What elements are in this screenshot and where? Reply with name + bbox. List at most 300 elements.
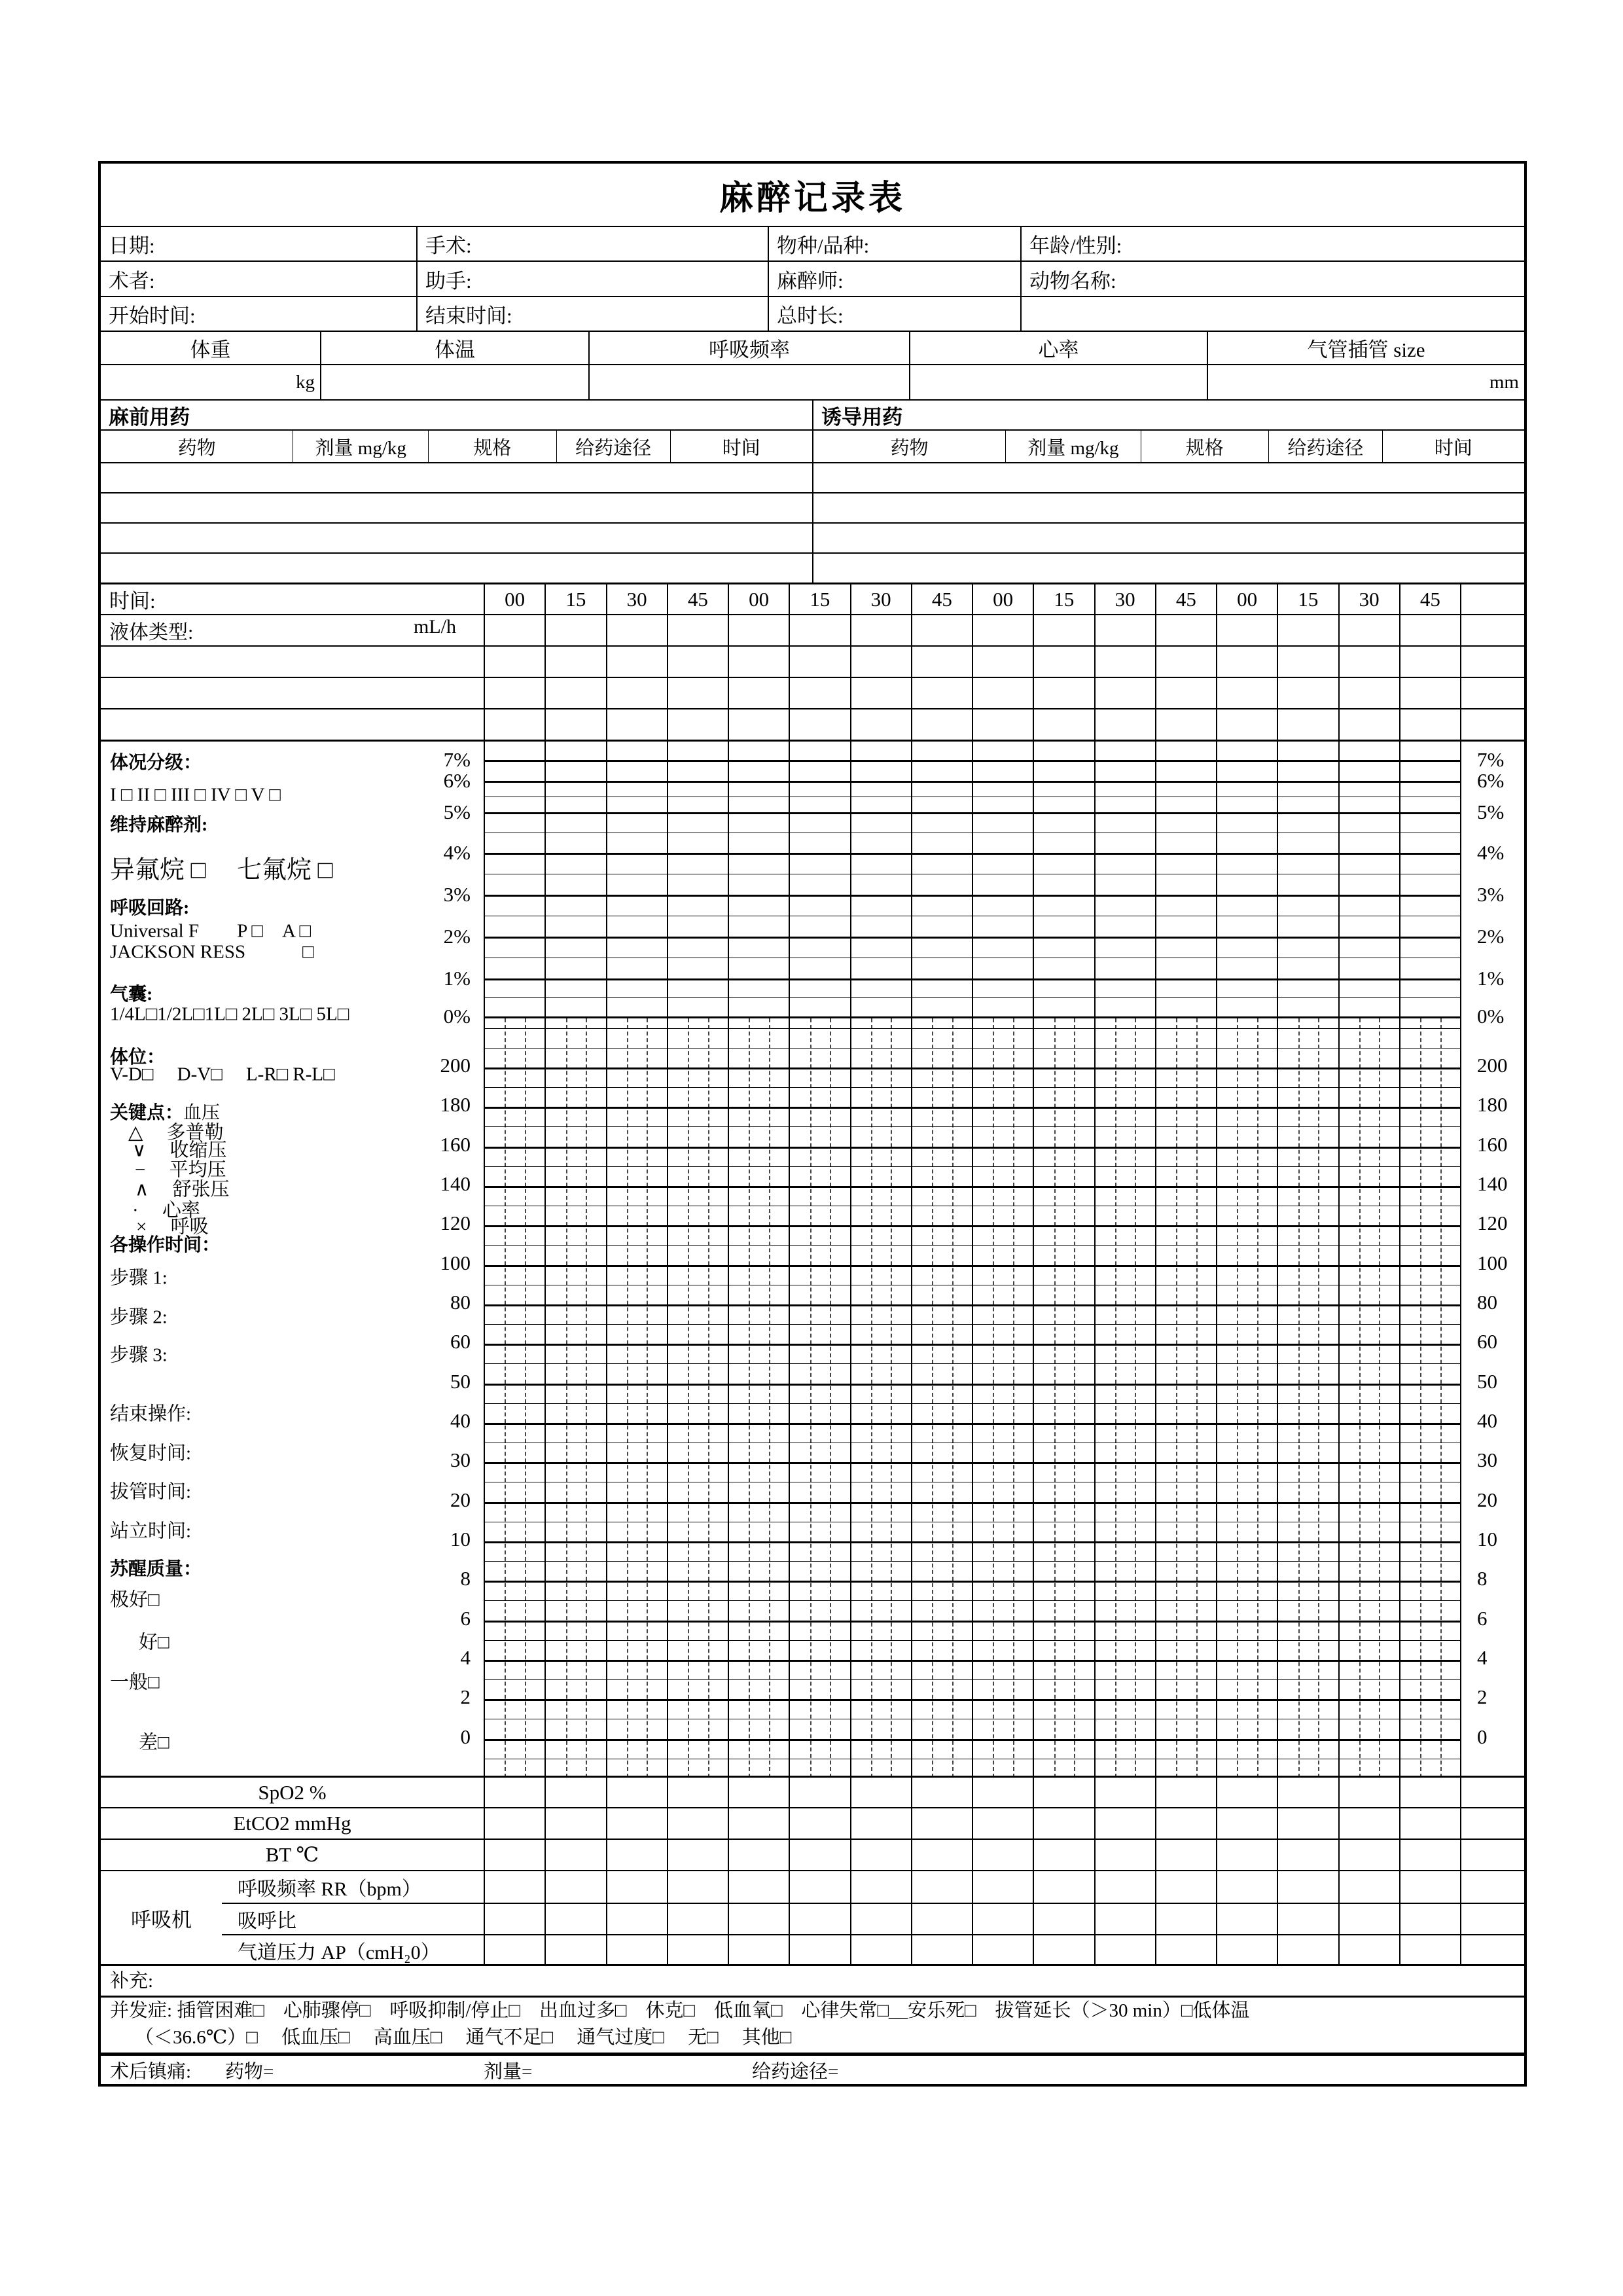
quality-poor[interactable] [139,1728,169,1755]
grid-cell[interactable] [728,1778,789,1807]
grid-cell[interactable] [1277,678,1338,708]
chart-column[interactable] [544,742,605,1016]
chart-column[interactable] [1216,1018,1277,1776]
chart-grid-area[interactable] [484,742,1460,1776]
spo2-row [101,1776,1524,1807]
grid-cell[interactable] [544,1935,605,1964]
grid-cell[interactable] [728,678,789,708]
grid-cell[interactable] [1033,647,1094,677]
weight-value-cell[interactable] [101,365,320,399]
grid-cell[interactable] [789,615,849,645]
chart-column[interactable] [1399,1018,1460,1776]
end-time-field[interactable]: 结束时间: [416,297,768,331]
grid-cell[interactable] [789,1871,849,1903]
grid-cell[interactable] [1338,647,1399,677]
grid-cell[interactable] [1277,1904,1338,1934]
grid-cell[interactable] [1399,1840,1460,1870]
grid-line-minor [485,1403,1460,1404]
grid-cell[interactable] [606,1808,667,1839]
info-empty-cell[interactable] [1020,297,1524,331]
grid-cell[interactable] [850,647,911,677]
grid-cell[interactable] [850,709,911,740]
quality-good[interactable] [139,1628,169,1655]
postop-analgesia-label: 术后镇痛: [110,2061,192,2082]
grid-cell[interactable] [850,1808,911,1839]
grid-cell[interactable] [850,615,911,645]
grid-cell[interactable] [911,1871,972,1903]
grid-cell[interactable] [972,1808,1033,1839]
grid-cell[interactable] [972,615,1033,645]
grid-line-major [485,1225,1460,1227]
date-field[interactable]: 日期: [109,234,155,257]
grid-cell[interactable] [606,1935,667,1964]
surgery-field[interactable]: 手术: [416,227,768,260]
grid-cell[interactable] [1094,1778,1155,1807]
grid-line-major [485,1265,1460,1267]
grid-cell[interactable] [1216,1904,1277,1934]
grid-cell[interactable] [972,678,1033,708]
grid-cell[interactable] [789,678,849,708]
chart-column[interactable] [1338,1018,1399,1776]
grid-cell[interactable] [606,1778,667,1807]
anesthetic-percent-grid[interactable] [485,742,1460,1016]
grid-cell[interactable] [728,1840,789,1870]
grid-cell[interactable] [485,709,544,740]
grid-cell[interactable] [1155,1840,1216,1870]
chart-column[interactable] [667,742,728,1016]
maintenance-heading-text: 维持麻醉剂: [110,815,208,835]
grid-cell[interactable] [972,1840,1033,1870]
surgeon-field[interactable]: 术者: [109,269,155,293]
chart-column[interactable] [1216,742,1277,1016]
grid-line-minor [485,1087,1460,1088]
grid-cell[interactable] [485,1840,544,1870]
time-tick-cell: 00 [972,584,1033,614]
chart-column[interactable] [606,742,667,1016]
chart-column[interactable] [485,742,544,1016]
extra-row-label-cell[interactable] [101,678,484,708]
grid-cell[interactable] [728,1904,789,1934]
grid-cell[interactable] [1155,1808,1216,1839]
grid-cell[interactable] [1338,1871,1399,1903]
grid-line-major [485,1541,1460,1543]
chart-column[interactable] [789,742,849,1016]
chart-column[interactable] [1033,742,1094,1016]
animal-name-field[interactable]: 动物名称: [1020,262,1524,296]
ventilator-airway-pressure-row [222,1934,1524,1964]
page-title: 麻醉记录表 [719,180,906,217]
grid-cell[interactable] [1033,1904,1094,1934]
grid-cell[interactable] [1155,1935,1216,1964]
grid-cell[interactable] [667,1808,728,1839]
grid-cell[interactable] [1094,1840,1155,1870]
chart-column[interactable] [1338,742,1399,1016]
grid-cell[interactable] [789,709,849,740]
chart-column[interactable] [972,1018,1033,1776]
grid-cell[interactable] [1033,615,1094,645]
ventilator-rr-row [222,1871,1524,1903]
grid-cell[interactable] [1216,1935,1277,1964]
five-min-dashed-line [1054,1018,1056,1776]
grid-line-major [485,1107,1460,1109]
grid-line-minor [485,1028,1460,1029]
ventilator-ie-ratio-row [222,1903,1524,1934]
grid-cell[interactable] [1155,1778,1216,1807]
grid-cell[interactable] [728,615,789,645]
complications-row[interactable] [101,1996,1524,2053]
premed-header: 麻前用药 [109,405,190,429]
grid-cell[interactable] [606,678,667,708]
heart-rate-header: 心率 [1038,338,1079,361]
grid-cell[interactable] [1399,1808,1460,1839]
extra-row-label-cell[interactable] [101,647,484,677]
vitals-scale-tick: 4 [460,1646,471,1669]
grid-cell[interactable] [1155,1871,1216,1903]
grid-cell[interactable] [911,678,972,708]
grid-cell[interactable] [789,1840,849,1870]
chart-column[interactable] [1033,1018,1094,1776]
grid-cell[interactable] [544,1840,605,1870]
grid-cell[interactable] [1094,709,1155,740]
temperature-value-cell[interactable] [320,365,588,399]
percent-scale-tick: 6% [1477,769,1505,792]
grid-cell[interactable] [972,1871,1033,1903]
grid-cell[interactable] [972,709,1033,740]
grid-cell[interactable] [850,1778,911,1807]
grid-cell[interactable] [544,678,605,708]
grid-cell[interactable] [850,678,911,708]
grid-line-major [485,1462,1460,1464]
grid-cell[interactable] [850,1871,911,1903]
grid-cell[interactable] [1399,615,1460,645]
end-op-label [110,1399,191,1426]
chart-column[interactable] [789,1018,849,1776]
grid-cell[interactable] [485,678,544,708]
grid-cell[interactable] [606,1871,667,1903]
quality-fair[interactable] [110,1668,160,1695]
induction-entry-cell[interactable] [812,554,1524,583]
grid-cell[interactable] [728,1935,789,1964]
five-min-dashed-line [1176,1018,1177,1776]
legend-heart-rate-text: · 心率 [132,1200,200,1221]
chart-column[interactable] [728,742,789,1016]
position-options[interactable] [110,1060,335,1086]
supplement-row[interactable] [101,1964,1524,1996]
analgesia-route-field[interactable]: 给药途径= [752,2061,839,2082]
grid-cell[interactable] [1155,615,1216,645]
grid-cell[interactable] [850,1904,911,1934]
grid-cell[interactable] [544,647,605,677]
induction-entry-cell[interactable] [812,524,1524,552]
chart-column[interactable] [1277,1018,1338,1776]
grid-cell[interactable] [667,1778,728,1807]
grid-cell[interactable] [1216,678,1277,708]
med-col-header: 药物 [177,437,216,459]
fluid-end-cell[interactable] [1460,615,1524,645]
grid-cell[interactable] [544,1904,605,1934]
grid-cell[interactable] [485,1935,544,1964]
legend-diastolic-text: ∧ 舒张压 [135,1179,230,1200]
grid-cell[interactable] [1338,1904,1399,1934]
grid-cell[interactable] [1155,678,1216,708]
grid-cell[interactable] [911,1935,972,1964]
grid-cell[interactable] [1033,678,1094,708]
maintenance-options[interactable] [110,850,332,886]
grid-cell[interactable] [1399,678,1460,708]
chart-column[interactable] [1094,1018,1155,1776]
med-col-header: 时间 [1382,431,1524,462]
grid-cell[interactable] [1216,1808,1277,1839]
vitals-trend-grid[interactable] [485,1016,1460,1776]
chart-column[interactable] [850,1018,911,1776]
grid-cell[interactable] [1094,1871,1155,1903]
grid-cell[interactable] [544,615,605,645]
chart-column[interactable] [1155,1018,1216,1776]
chart-column[interactable] [911,1018,972,1776]
grid-cell[interactable] [1033,1935,1094,1964]
grid-cell[interactable] [1277,1840,1338,1870]
time-tick-cell: 30 [1338,584,1399,614]
grid-cell[interactable] [1277,709,1338,740]
grid-line-minor [485,1048,1460,1049]
grid-cell[interactable] [1338,615,1399,645]
grid-cell[interactable] [1216,709,1277,740]
grid-cell[interactable] [667,1871,728,1903]
chart-column[interactable] [1399,742,1460,1016]
chart-left-legend-column [101,742,484,1776]
premed-entry-cell[interactable] [101,493,812,522]
grid-cell[interactable] [1338,678,1399,708]
grid-cell[interactable] [667,709,728,740]
assistant-field[interactable]: 助手: [416,262,768,296]
grid-cell[interactable] [667,615,728,645]
med-col-header: 药物 [890,437,929,459]
grid-cell[interactable] [789,1935,849,1964]
grid-cell[interactable] [789,1904,849,1934]
grid-cell[interactable] [1338,709,1399,740]
circuit-universal-f-text: Universal F P □ A □ [110,920,312,942]
grid-cell[interactable] [1399,647,1460,677]
time-tick-cell: 15 [1277,584,1338,614]
grid-cell[interactable] [1033,1778,1094,1807]
supplement-label: 补充: [110,1971,154,1992]
info-row-2 [101,260,1524,296]
grid-cell[interactable] [789,647,849,677]
grid-cell[interactable] [1216,615,1277,645]
grid-cell[interactable] [1399,709,1460,740]
grid-cell[interactable] [1277,647,1338,677]
grid-cell[interactable] [911,1808,972,1839]
grid-cell[interactable] [1277,1871,1338,1903]
chart-column[interactable] [911,742,972,1016]
grid-cell[interactable] [911,1904,972,1934]
chart-column[interactable] [667,1018,728,1776]
grid-line-major [485,1067,1460,1069]
grid-cell[interactable] [728,647,789,677]
five-min-dashed-line [993,1018,994,1776]
grid-cell[interactable] [1155,1904,1216,1934]
vitals-scale-tick: 60 [450,1330,471,1353]
grid-cell[interactable] [1399,1935,1460,1964]
grid-cell[interactable] [485,647,544,677]
grid-cell[interactable] [1399,1871,1460,1903]
grid-cell[interactable] [1399,1904,1460,1934]
quality-excellent[interactable] [110,1585,160,1612]
grid-cell[interactable] [789,1778,849,1807]
grid-cell[interactable] [1277,1808,1338,1839]
grid-cell[interactable] [606,709,667,740]
grid-cell[interactable] [1216,1778,1277,1807]
grid-cell[interactable] [1338,1808,1399,1839]
species-field[interactable]: 物种/品种: [768,227,1020,260]
grid-cell[interactable] [485,615,544,645]
five-min-dashed-line [1318,1018,1319,1776]
grid-cell[interactable] [789,1808,849,1839]
chart-column[interactable] [544,1018,605,1776]
quality-good-text: 好□ [139,1632,169,1653]
grid-cell[interactable] [1399,1778,1460,1807]
grid-cell[interactable] [1094,615,1155,645]
grid-cell[interactable] [667,1840,728,1870]
bcs-options[interactable] [110,785,281,806]
five-min-dashed-line [1379,1018,1380,1776]
grid-cell[interactable] [728,709,789,740]
grid-line-minor [485,1640,1460,1641]
vitals-scale-tick: 30 [1477,1448,1497,1471]
vitals-scale-tick: 10 [1477,1528,1497,1551]
start-time-field[interactable]: 开始时间: [109,304,196,327]
grid-cell[interactable] [485,1904,544,1934]
chart-column[interactable] [606,1018,667,1776]
complications-line-2: （＜36.6℃）□ 低血压□ 高血压□ 通气不足□ 通气过度□ 无□ 其他□ [135,2027,792,2048]
premed-entry-cell[interactable] [101,463,812,492]
anesthetist-field[interactable]: 麻醉师: [768,262,1020,296]
grid-cell[interactable] [1277,615,1338,645]
grid-cell[interactable] [911,709,972,740]
grid-cell[interactable] [850,1840,911,1870]
grid-cell[interactable] [911,615,972,645]
total-duration-field[interactable]: 总时长: [768,297,1020,331]
airbag-options[interactable] [110,1004,349,1026]
vitals-scale-tick: 8 [1477,1567,1488,1590]
time-tick-cell: 45 [1399,584,1460,614]
grid-cell[interactable] [728,1871,789,1903]
heart-rate-value-cell[interactable] [909,365,1207,399]
grid-cell[interactable] [1216,1840,1277,1870]
grid-cell[interactable] [1338,1840,1399,1870]
chart-column[interactable] [485,1018,544,1776]
grid-cell[interactable] [1155,709,1216,740]
analgesia-dose-field[interactable]: 剂量= [484,2061,533,2082]
grid-cell[interactable] [1033,1808,1094,1839]
grid-cell[interactable] [911,1778,972,1807]
grid-cell[interactable] [667,1935,728,1964]
vitals-scale-tick: 40 [450,1409,471,1432]
chart-column[interactable] [1094,742,1155,1016]
grid-cell[interactable] [1033,1840,1094,1870]
grid-cell[interactable] [1094,647,1155,677]
grid-cell[interactable] [606,1840,667,1870]
body-temp-cells [484,1840,1460,1870]
et-tube-size-value-cell[interactable] [1207,365,1524,399]
grid-cell[interactable] [544,1778,605,1807]
chart-column[interactable] [972,742,1033,1016]
ventilator-ie-ratio-label: 吸呼比 [238,1910,296,1932]
grid-cell[interactable] [667,1904,728,1934]
grid-cell[interactable] [1094,1904,1155,1934]
chart-columns [485,742,1460,1016]
chart-column[interactable] [850,742,911,1016]
grid-cell[interactable] [1094,678,1155,708]
anesthesia-form [98,161,1527,2087]
grid-cell[interactable] [972,647,1033,677]
grid-cell[interactable] [1338,1778,1399,1807]
grid-cell[interactable] [544,1808,605,1839]
grid-cell[interactable] [606,1904,667,1934]
grid-cell[interactable] [1216,647,1277,677]
vitals-scale-tick: 50 [1477,1370,1497,1393]
time-end-cell[interactable] [1460,584,1524,614]
chart-column[interactable] [728,1018,789,1776]
grid-cell[interactable] [667,647,728,677]
induction-entry-cell[interactable] [812,493,1524,522]
grid-line-minor [485,1363,1460,1364]
extra-row-label-cell[interactable] [101,709,484,740]
grid-cell[interactable] [1094,1808,1155,1839]
grid-cell[interactable] [544,709,605,740]
grid-cell[interactable] [485,1778,544,1807]
keypoints-heading-value: 血压 [183,1103,221,1123]
chart-column[interactable] [1277,742,1338,1016]
grid-cell[interactable] [972,1778,1033,1807]
grid-cell[interactable] [1033,709,1094,740]
grid-cell[interactable] [1094,1935,1155,1964]
premed-entry-cell[interactable] [101,524,812,552]
induction-entry-cell[interactable] [812,463,1524,492]
grid-cell[interactable] [485,1808,544,1839]
grid-cell[interactable] [972,1904,1033,1934]
grid-cell[interactable] [485,1871,544,1903]
grid-cell[interactable] [544,1871,605,1903]
grid-cell[interactable] [728,1808,789,1839]
maintenance-options-text: 异氟烷 □ 七氟烷 □ [110,856,333,884]
age-sex-field[interactable]: 年龄/性别: [1020,227,1524,260]
grid-cell[interactable] [1216,1871,1277,1903]
vitals-scale-tick: 100 [1477,1251,1508,1274]
grid-cell[interactable] [667,678,728,708]
grid-cell[interactable] [1033,1871,1094,1903]
grid-cell[interactable] [911,647,972,677]
respiratory-rate-value-cell[interactable] [588,365,909,399]
grid-cell[interactable] [911,1840,972,1870]
grid-cell[interactable] [1155,647,1216,677]
grid-cell[interactable] [1338,1935,1399,1964]
chart-column[interactable] [1155,742,1216,1016]
premed-entry-cell[interactable] [101,554,812,583]
grid-cell[interactable] [972,1935,1033,1964]
analgesia-drug-field[interactable]: 药物= [225,2061,274,2082]
vitals-scale-tick: 2 [1477,1685,1488,1708]
grid-cell[interactable] [606,615,667,645]
circuit-jackson-ress[interactable] [110,937,314,964]
postop-analgesia-row[interactable] [101,2053,1524,2084]
grid-cell[interactable] [850,1935,911,1964]
grid-cell[interactable] [1277,1778,1338,1807]
five-min-dashed-line [1440,1018,1442,1776]
grid-cell[interactable] [1277,1935,1338,1964]
fluid-cells [484,615,1460,645]
grid-cell[interactable] [606,647,667,677]
